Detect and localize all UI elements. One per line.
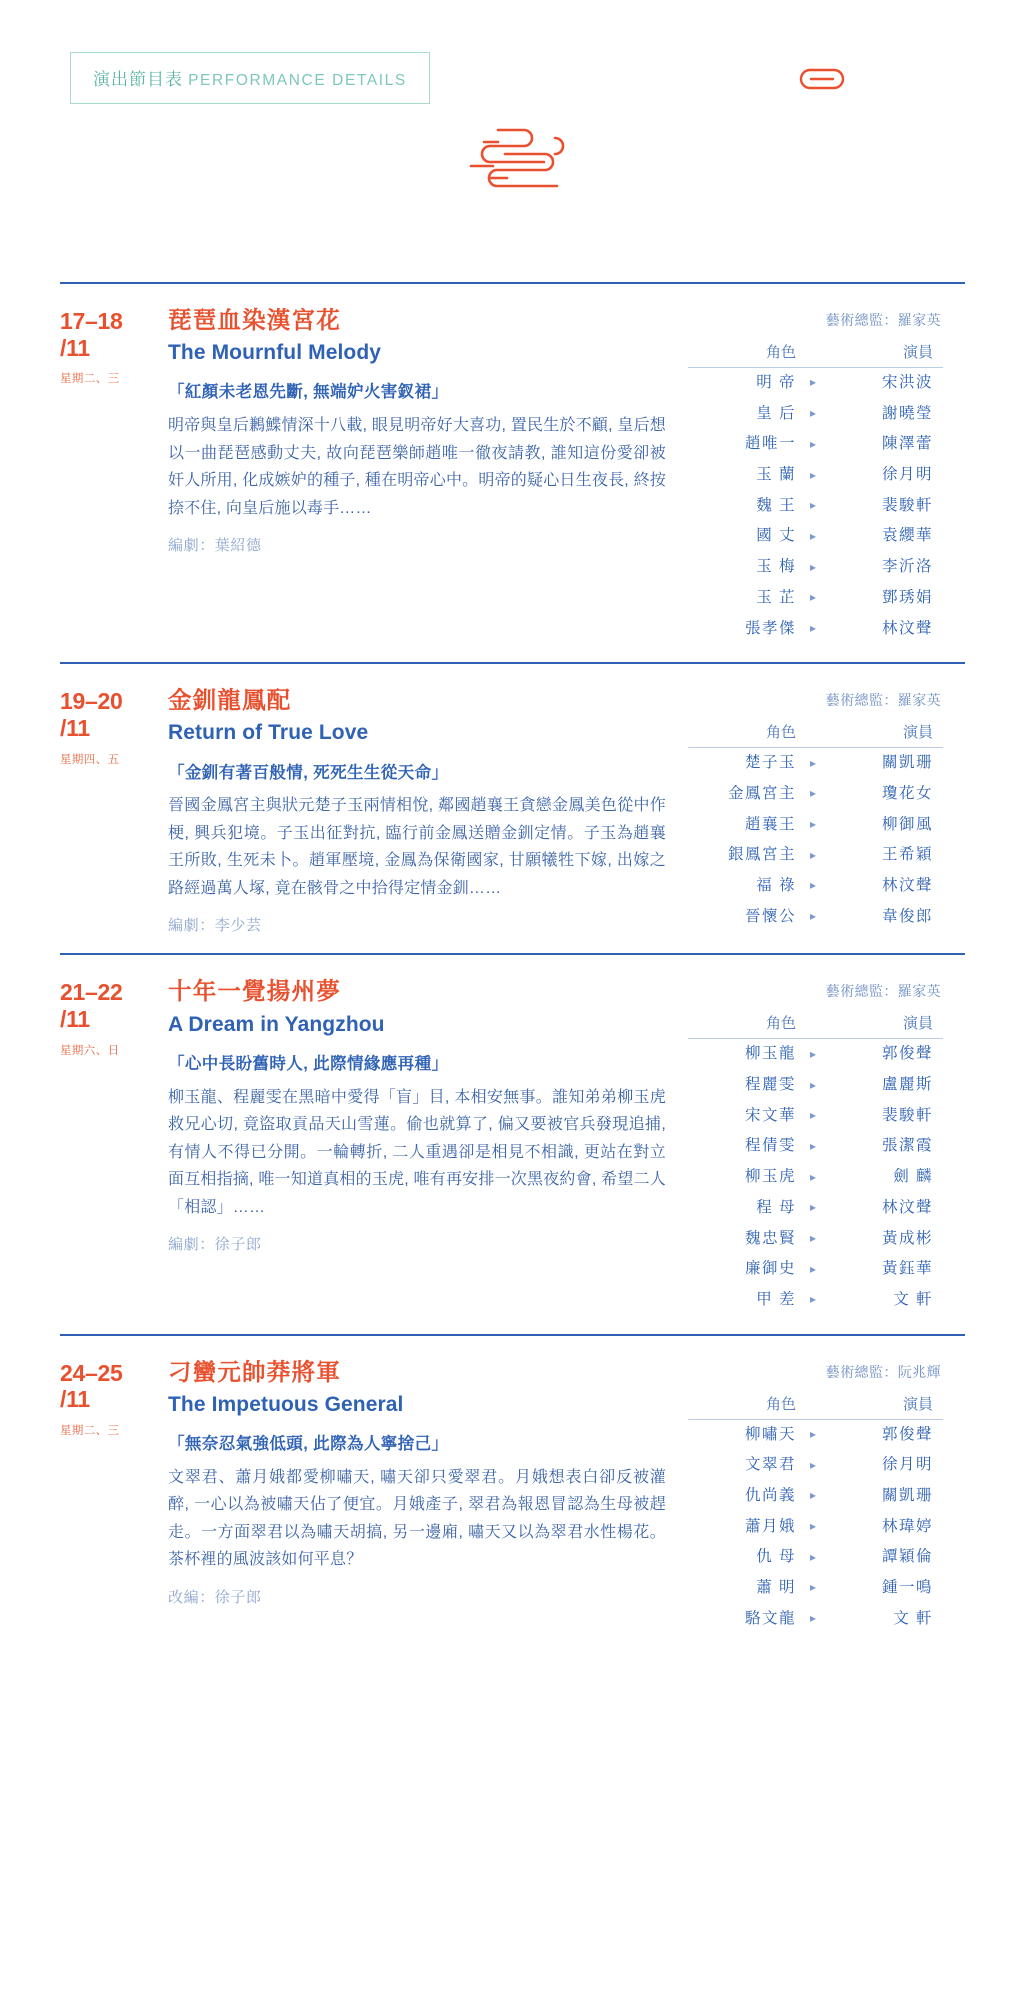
- cast-separator-icon: ▸: [809, 528, 817, 543]
- program-content: [168, 306, 688, 555]
- cast-role: 仇 母: [756, 1548, 796, 1566]
- cast-actor-header: 演員: [902, 344, 933, 361]
- cast-separator-icon: ▸: [809, 1230, 817, 1245]
- cast-separator-icon: ▸: [809, 590, 817, 605]
- cast-actor: 關凱珊: [881, 754, 933, 772]
- cast-role: 仇尚義: [744, 1486, 796, 1504]
- cast-separator-icon: ▸: [809, 878, 817, 893]
- cast-role: 蕭月娥: [744, 1517, 796, 1535]
- cast-role: 玉 芷: [756, 588, 796, 606]
- cast-actor: 宋洪波: [881, 374, 933, 391]
- cast-role: 趙唯一: [744, 435, 796, 453]
- program-date-column: [60, 686, 168, 766]
- program-synopsis: 文翠君、蕭月娥都愛柳嘯天, 嘯天卻只愛翠君。月娥想表白卻反被灌醉, 一心以為被嘯天佔了便宜。月娥產子, 翠君為報恩冒認為生母被趕走。一方面翠君以為嘯天胡搞, 另一邊廂, 嘯天又以為翠君水性楊花。茶杯裡的風波該如何平息？: [168, 1468, 666, 1569]
- cast-row: [688, 1254, 943, 1285]
- cast-actor: 徐月明: [881, 466, 933, 484]
- program-date-column: [60, 306, 168, 386]
- cast-separator-icon: ▸: [809, 1261, 817, 1276]
- cast-actor-header: 演員: [902, 1395, 933, 1413]
- program-writer: 編劇：李少芸: [168, 917, 262, 935]
- cast-actor: 郭俊聲: [881, 1425, 933, 1443]
- cast-separator-icon: ▸: [809, 620, 817, 635]
- cast-actor: 謝曉瑩: [881, 404, 933, 422]
- cast-separator-icon: ▸: [809, 786, 817, 801]
- cast-separator-icon: ▸: [809, 909, 817, 924]
- cast-actor: 鄧琇娟: [881, 588, 933, 606]
- program-date: 17–18: [60, 308, 123, 334]
- cast-row: [688, 1481, 943, 1512]
- cast-row: [688, 460, 943, 491]
- program-entry: [60, 1334, 965, 1653]
- header-tag: [70, 52, 430, 104]
- cast-actor: 陳澤蕾: [881, 435, 933, 453]
- program-title-en: Return of True Love: [168, 721, 369, 745]
- chinese-cloud-ornament-icon: [0, 120, 1025, 198]
- cast-actor: 文 軒: [893, 1609, 933, 1627]
- program-date-month: /11: [60, 334, 90, 361]
- cast-role: 張孝傑: [744, 619, 796, 637]
- program-date-month: /11: [60, 1006, 90, 1033]
- cast-actor: 林瑋婷: [881, 1517, 933, 1535]
- cast-role: 柳玉虎: [744, 1168, 796, 1186]
- cast-row: [688, 871, 943, 902]
- cast-table-header: [688, 1393, 943, 1420]
- program-cast-column: [688, 1358, 943, 1635]
- cast-separator-icon: ▸: [809, 1046, 817, 1061]
- cast-actor: 黃鈺華: [881, 1260, 933, 1278]
- cast-row: [688, 429, 943, 460]
- cast-separator-icon: ▸: [809, 1457, 817, 1472]
- cast-separator-icon: ▸: [809, 1580, 817, 1595]
- program-director: 藝術總監：羅家英: [825, 312, 941, 328]
- cast-actor: 柳御風: [881, 815, 933, 833]
- cast-row: [688, 1162, 943, 1193]
- program-date: 24–25: [60, 1359, 123, 1386]
- cast-actor-header: 演員: [902, 1015, 933, 1033]
- cast-row: [688, 1131, 943, 1162]
- cast-role-header: 角色: [765, 344, 796, 361]
- program-weekday: 星期四、五: [60, 753, 120, 766]
- cast-row: [688, 779, 943, 810]
- program-synopsis: 柳玉龍、程麗雯在黑暗中愛得「盲」目, 本相安無事。誰知弟弟柳玉虎救兄心切, 竟盜取貢品天山雪蓮。偷也就算了, 偏又要被官兵發現追捕, 有情人不得已分開。一輪轉折, 二人重遇卻是相見不相識, 更站在對立面互相指摘, 唯一知道真相的玉虎, 唯有再安排一次黑夜約會, 希望二人「相認」……: [168, 1088, 666, 1216]
- program-weekday: 星期二、三: [60, 373, 120, 386]
- header-tag-label-zh: 演出節目表: [93, 70, 183, 89]
- cast-role: 皇 后: [756, 404, 796, 422]
- cast-row: [688, 810, 943, 841]
- program-quote: 「無奈忍氣強低頭, 此際為人寧捨己」: [168, 1434, 449, 1453]
- cast-actor: 李沂洛: [881, 558, 933, 576]
- cast-row: [688, 902, 943, 933]
- cast-role: 晉懷公: [744, 907, 796, 925]
- program-entry: [60, 662, 965, 953]
- cast-actor: 張潔霞: [881, 1137, 933, 1155]
- program-list: [60, 282, 965, 1652]
- cast-actor: 裴駿軒: [881, 1106, 933, 1124]
- program-weekday: 星期二、三: [60, 1424, 120, 1437]
- cast-separator-icon: ▸: [809, 1549, 817, 1564]
- cast-row: [688, 1512, 943, 1543]
- cast-actor: 袁纓華: [881, 527, 933, 545]
- cast-row: [688, 1573, 943, 1604]
- cast-separator-icon: ▸: [809, 1519, 817, 1534]
- program-writer: 編劇：徐子郎: [168, 1236, 262, 1254]
- cast-separator-icon: ▸: [809, 755, 817, 770]
- program-date-month: /11: [60, 1386, 90, 1413]
- program-synopsis: 明帝與皇后鶼鰈情深十八載, 眼見明帝好大喜功, 置民生於不顧, 皇后想以一曲琵琶感動丈夫, 故向琵琶樂師趙唯一徹夜請教, 誰知這份愛卻被奸人所用, 化成嫉妒的種子, 種在明帝心中。明帝的疑心日生夜長, 終按捺不住, 向皇后施以毒手……: [168, 417, 666, 517]
- program-date-month: /11: [60, 714, 90, 741]
- program-quote: 「金釧有著百般情, 死死生生從天命」: [168, 763, 449, 782]
- cast-separator-icon: ▸: [809, 847, 817, 862]
- program-synopsis: 晉國金鳳宮主與狀元楚子玉兩情相悅, 鄰國趙襄王貪戀金鳳美色從中作梗, 興兵犯境。子玉出征對抗, 臨行前金鳳送贈金釧定情。子玉為趙襄王所敗, 生死未卜。趙軍壓境, 金鳳為保衛國家, 甘願犧牲下嫁, 出嫁之路經過萬人塚, 竟在骸骨之中拾得定情金釧……: [168, 797, 666, 897]
- cast-actor: 徐月明: [881, 1456, 933, 1474]
- cast-row: [688, 1285, 943, 1316]
- program-title-en: The Mournful Melody: [168, 341, 382, 365]
- program-date-column: [60, 977, 168, 1057]
- cast-row: [688, 614, 943, 645]
- cast-role-header: 角色: [765, 1395, 796, 1413]
- cast-actor: 鍾一鳴: [881, 1579, 933, 1596]
- cast-role: 程麗雯: [744, 1076, 796, 1094]
- program-entry: [60, 953, 965, 1333]
- cast-separator-icon: ▸: [809, 436, 817, 451]
- cast-actor: 韋俊郎: [881, 907, 933, 925]
- cast-actor: 林汶聲: [881, 876, 933, 894]
- cast-role: 宋文華: [744, 1106, 796, 1124]
- cast-actor: 林汶聲: [881, 1198, 933, 1216]
- paperclip-loop-icon: [799, 68, 845, 90]
- cast-actor: 裴駿軒: [881, 496, 933, 514]
- cast-row: [688, 1224, 943, 1255]
- cast-actor: 譚穎倫: [881, 1548, 933, 1566]
- cast-actor: 關凱珊: [881, 1486, 933, 1504]
- program-cast-column: [688, 686, 943, 932]
- cast-separator-icon: ▸: [809, 498, 817, 513]
- program-content: [168, 977, 688, 1254]
- cast-role: 魏 王: [756, 496, 796, 514]
- cast-actor: 劍 麟: [893, 1168, 933, 1186]
- cast-table-header: [688, 341, 943, 368]
- program-date-column: [60, 1358, 168, 1438]
- program-title-zh: 金釧龍鳳配: [168, 687, 292, 714]
- cast-separator-icon: ▸: [809, 467, 817, 482]
- cast-role: 明 帝: [756, 374, 796, 391]
- cast-separator-icon: ▸: [809, 406, 817, 421]
- page-header: [0, 52, 1025, 112]
- program-date: 21–22: [60, 979, 123, 1006]
- program-entry: [60, 282, 965, 662]
- cast-separator-icon: ▸: [809, 1611, 817, 1626]
- cast-role: 趙襄王: [744, 815, 796, 833]
- program-writer: 編劇：葉紹德: [168, 537, 262, 555]
- cast-role: 程 母: [756, 1198, 796, 1216]
- cast-row: [688, 583, 943, 614]
- cast-separator-icon: ▸: [809, 375, 817, 390]
- cast-separator-icon: ▸: [809, 1169, 817, 1184]
- cast-role-header: 角色: [765, 724, 796, 742]
- cast-role: 玉 梅: [756, 558, 796, 576]
- cast-separator-icon: ▸: [809, 1427, 817, 1442]
- cast-row: [688, 552, 943, 583]
- cast-separator-icon: ▸: [809, 1138, 817, 1153]
- cast-role: 國 丈: [756, 527, 796, 545]
- program-weekday: 星期六、日: [60, 1044, 120, 1057]
- cast-role: 駱文龍: [744, 1609, 796, 1627]
- cast-role: 玉 蘭: [756, 466, 796, 484]
- cast-role: 柳玉龍: [744, 1045, 796, 1063]
- cast-row: [688, 399, 943, 430]
- cast-row: [688, 1542, 943, 1573]
- cast-role: 蕭 明: [756, 1579, 796, 1596]
- cast-table-header: [688, 1012, 943, 1039]
- cast-row: [688, 491, 943, 522]
- cast-actor: 林汶聲: [881, 619, 933, 637]
- cast-role: 金鳳宮主: [727, 784, 796, 802]
- cast-separator-icon: ▸: [809, 559, 817, 574]
- cast-row: [688, 748, 943, 779]
- header-tag-label-en: PERFORMANCE DETAILS: [188, 72, 407, 89]
- cast-separator-icon: ▸: [809, 1200, 817, 1215]
- cast-row: [688, 521, 943, 552]
- cast-separator-icon: ▸: [809, 1108, 817, 1123]
- program-content: [168, 686, 688, 935]
- cast-row: [688, 1101, 943, 1132]
- cast-row: [688, 1604, 943, 1635]
- cast-role: 廉御史: [744, 1260, 796, 1278]
- cast-separator-icon: ▸: [809, 1292, 817, 1307]
- cast-row: [688, 1450, 943, 1481]
- cast-role-header: 角色: [765, 1015, 796, 1033]
- cast-row: [688, 1193, 943, 1224]
- cast-actor: 瓊花女: [881, 784, 933, 802]
- cast-row: [688, 1420, 943, 1451]
- cast-role: 甲 差: [756, 1290, 796, 1308]
- program-writer: 改編：徐子郎: [168, 1588, 262, 1606]
- program-cast-column: [688, 977, 943, 1315]
- program-title-zh: 琵琶血染漢宮花: [168, 307, 341, 333]
- cast-actor: 王希穎: [881, 846, 933, 864]
- cast-role: 柳嘯天: [744, 1425, 796, 1443]
- cast-row: [688, 1039, 943, 1070]
- program-title-zh: 刁蠻元帥莽將軍: [168, 1358, 341, 1385]
- cast-row: [688, 840, 943, 871]
- program-title-en: A Dream in Yangzhou: [168, 1012, 385, 1036]
- cast-role: 文翠君: [744, 1456, 796, 1474]
- cast-actor: 文 軒: [893, 1290, 933, 1308]
- cast-row: [688, 1070, 943, 1101]
- cast-role: 楚子玉: [744, 754, 796, 772]
- cast-separator-icon: ▸: [809, 1077, 817, 1092]
- cast-role: 銀鳳宮主: [727, 846, 796, 864]
- cast-actor-header: 演員: [902, 724, 933, 742]
- cast-separator-icon: ▸: [809, 1488, 817, 1503]
- cast-row: [688, 368, 943, 399]
- program-cast-column: [688, 306, 943, 644]
- program-date: 19–20: [60, 688, 123, 715]
- cast-actor: 黃成彬: [881, 1229, 933, 1247]
- cast-separator-icon: ▸: [809, 817, 817, 832]
- program-director: 藝術總監：羅家英: [825, 692, 941, 709]
- program-director: 藝術總監：羅家英: [825, 983, 941, 1000]
- cast-role: 魏忠賢: [744, 1229, 796, 1247]
- program-content: [168, 1358, 688, 1607]
- cast-actor: 盧麗斯: [881, 1076, 933, 1094]
- program-quote: 「紅顏未老恩先斷, 無端妒火害釵裙」: [168, 383, 449, 402]
- program-director: 藝術總監：阮兆輝: [825, 1363, 941, 1380]
- program-title-en: The Impetuous General: [168, 1392, 404, 1416]
- cast-role: 程倩雯: [744, 1137, 796, 1155]
- cast-actor: 郭俊聲: [881, 1045, 933, 1063]
- program-quote: 「心中長盼舊時人, 此際情緣應再種」: [168, 1054, 449, 1073]
- cast-role: 福 祿: [756, 876, 796, 894]
- program-title-zh: 十年一覺揚州夢: [168, 978, 341, 1005]
- cast-table-header: [688, 721, 943, 748]
